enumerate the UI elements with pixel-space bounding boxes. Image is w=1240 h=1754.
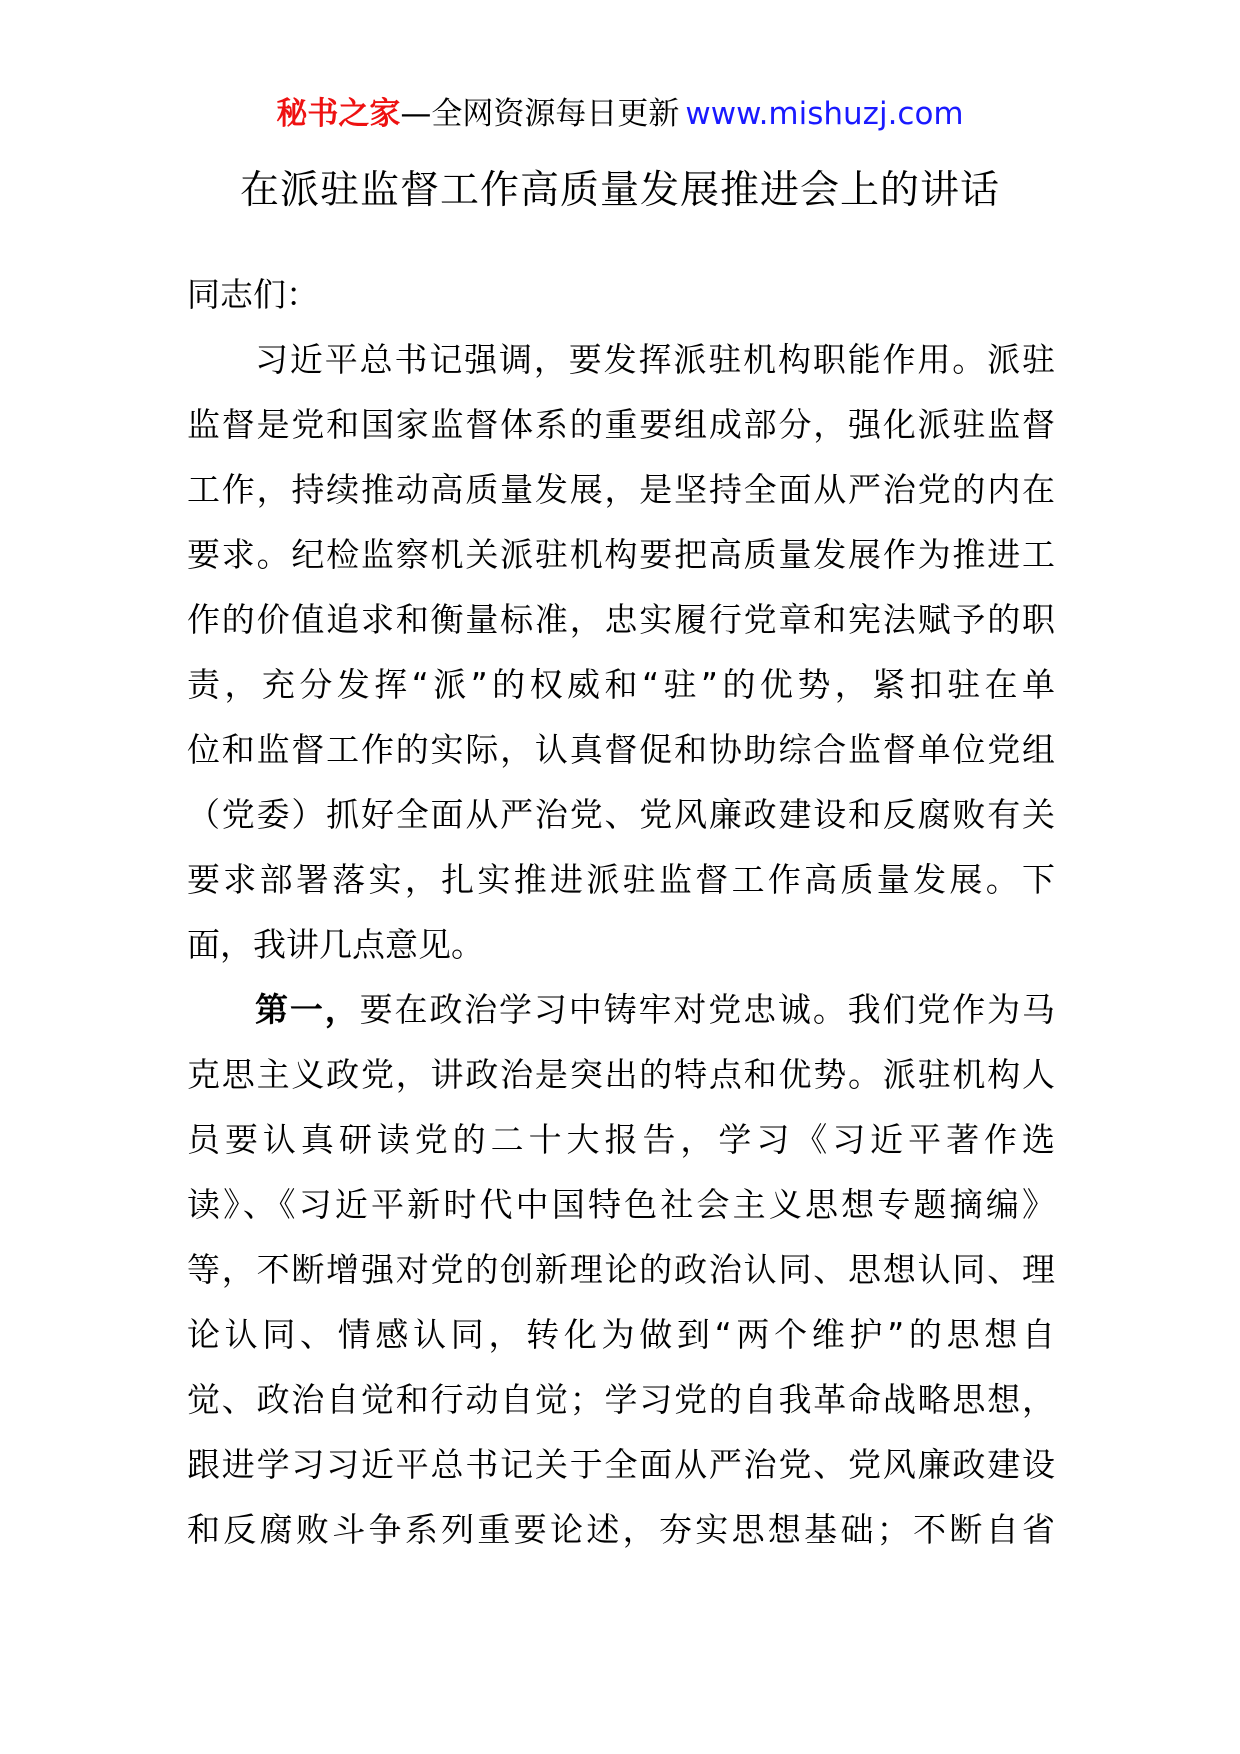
paragraph-line: 觉、政治自觉和行动自觉；学习党的自我革命战略思想， [187, 1380, 1055, 1419]
paragraph-line: （党委）抓好全面从严治党、党风廉政建设和反腐败有关 [187, 795, 1055, 834]
paragraph-line: 和反腐败斗争系列重要论述，夯实思想基础；不断自省 [187, 1510, 1055, 1549]
paragraph-line: 面，我讲几点意见。 [187, 925, 484, 964]
salutation: 同志们： [187, 275, 319, 314]
document-title: 在派驻监督工作高质量发展推进会上的讲话 [239, 168, 1000, 213]
paragraph-line: 作的价值追求和衡量标准，忠实履行党章和宪法赋予的职 [187, 600, 1055, 639]
paragraph-line: 要求部署落实，扎实推进派驻监督工作高质量发展。下 [187, 860, 1055, 899]
paragraph-1 [187, 327, 1055, 977]
paragraph-line: 员要认真研读党的二十大报告，学习《习近平著作选 [187, 1120, 1055, 1159]
brand-name: 秘书之家 [276, 96, 401, 132]
paragraph-line: 克思主义政党，讲政治是突出的特点和优势。派驻机构人 [187, 1055, 1055, 1094]
section-lead: 第一， [255, 990, 360, 1029]
site-tagline: —全网资源每日更新 [400, 96, 680, 132]
paragraph-line: 论认同、情感认同，转化为做到“两个维护”的思想自 [187, 1315, 1055, 1354]
paragraph-line: 习近平总书记强调，要发挥派驻机构职能作用。派驻 [255, 340, 1055, 379]
paragraph-line [187, 977, 1055, 1042]
site-header [0, 94, 1240, 134]
paragraph-line: 要求。纪检监察机关派驻机构要把高质量发展作为推进工 [187, 535, 1055, 574]
paragraph-line: 位和监督工作的实际，认真督促和协助综合监督单位党组 [187, 730, 1055, 769]
paragraph-line: 责，充分发挥“派”的权威和“驻”的优势，紧扣驻在单 [187, 665, 1055, 704]
paragraph-line: 跟进学习习近平总书记关于全面从严治党、党风廉政建设 [187, 1445, 1055, 1484]
paragraph-line: 监督是党和国家监督体系的重要组成部分，强化派驻监督 [187, 405, 1055, 444]
paragraph-line: 读》、《习近平新时代中国特色社会主义思想专题摘编》 [187, 1185, 1055, 1224]
paragraph-2 [187, 977, 1055, 1562]
paragraph-line: 工作，持续推动高质量发展，是坚持全面从严治党的内在 [187, 470, 1055, 509]
section-heading-text: 要在政治学习中铸牢对党忠诚。我们党作为马 [359, 990, 1056, 1029]
document-body [187, 262, 1055, 1562]
site-url-link[interactable]: www.mishuzj.com [685, 96, 964, 132]
paragraph-line: 等，不断增强对党的创新理论的政治认同、思想认同、理 [187, 1250, 1055, 1289]
